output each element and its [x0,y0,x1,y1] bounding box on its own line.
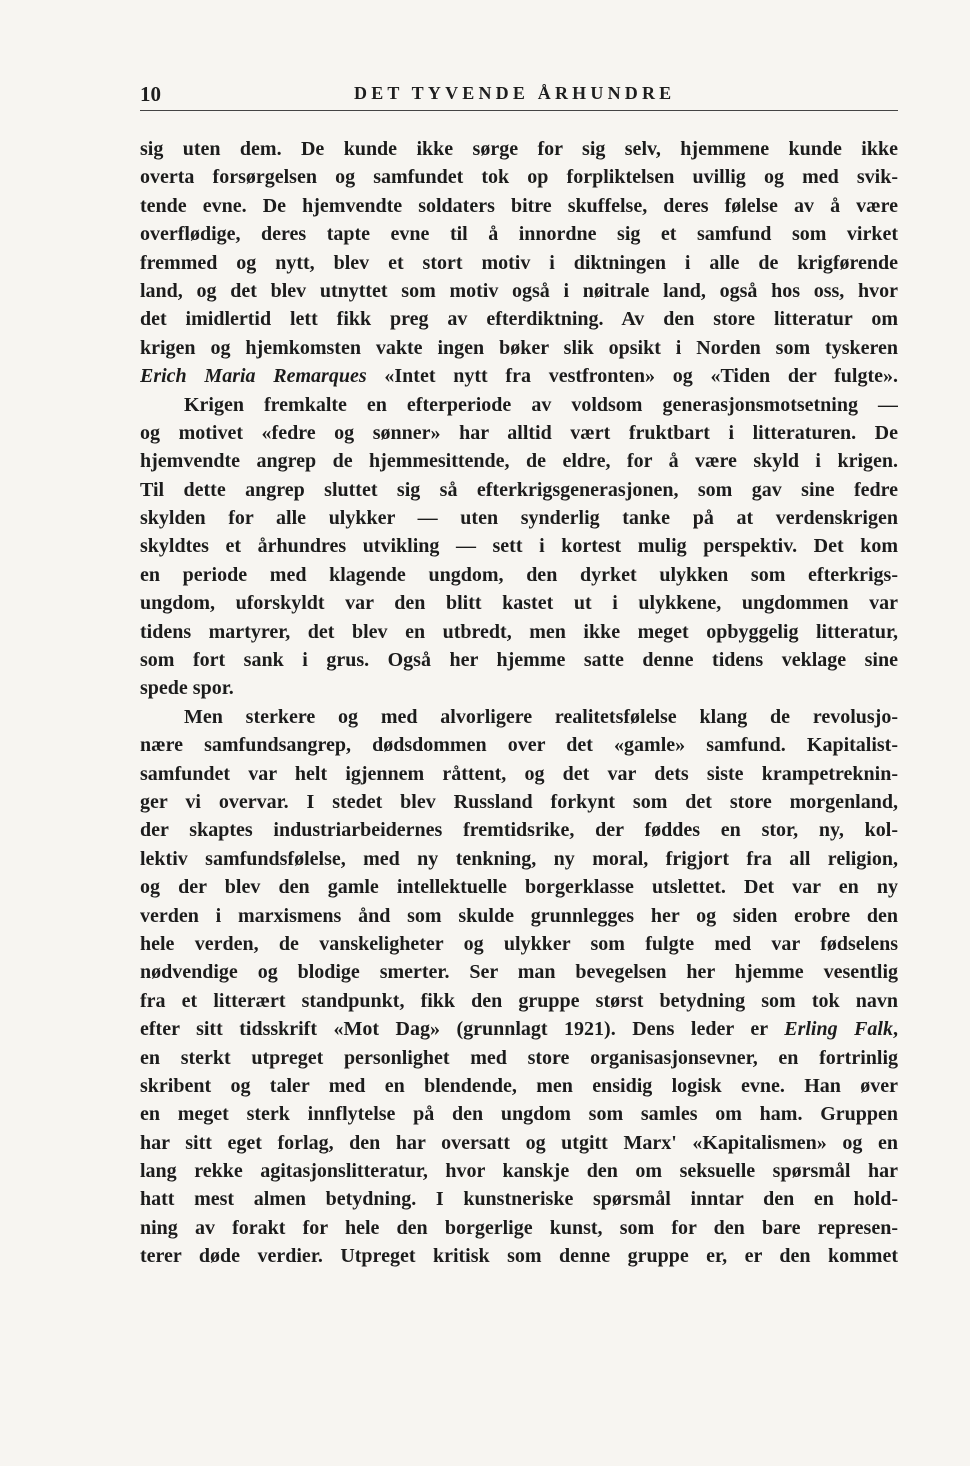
text-line: ning av forakt for hele den borgerlige kunst, som for den bare represen- [140,1216,898,1239]
text-line: lektiv samfundsfølelse, med ny tenkning, ny moral, frigjort fra all religion, [140,847,898,870]
text-segment: efter sitt tidsskrift «Mot Dag» (grunnlagt 1921). Dens leder er [140,1018,785,1041]
text-line: tidens martyrer, det blev en utbredt, men ikke meget opbyggelig litteratur, [140,620,898,643]
text-line: Men sterkere og med alvorligere realitetsfølelse klang de revolusjo- [184,705,898,728]
text-line: en periode med klagende ungdom, den dyrket ulykken som efterkrigs- [140,563,898,586]
text-line: skribent og taler med en blendende, men ensidig logisk evne. Han øver [140,1074,898,1097]
text-line: skylden for alle ulykker — uten synderlig tanke på at verdenskrigen [140,507,898,530]
text-line: ger vi overvar. I stedet blev Russland forkynt som det store morgenland, [140,790,898,813]
text-line: krigen og hjemkomsten vakte ingen bøker slik opsikt i Norden som tyskeren [140,336,898,359]
text-line: sig uten dem. De kunde ikke sørge for sig selv, hjemmene kunde ikke [140,138,898,160]
text-line: overta forsørgelsen og samfundet tok op forpliktelsen uvillig og med svik- [140,166,898,189]
text-line: Krigen fremkalte en efterperiode av voldsom generasjonsmotsetning — [184,393,898,416]
page-number: 10 [140,82,161,106]
text-line: fra et litterært standpunkt, fikk den gruppe størst betydning som tok navn [140,989,898,1012]
text-line: land, og det blev utnyttet som motiv også i nøitrale land, også hos oss, hvor [140,279,898,302]
text-line: overflødige, deres tapte evne til å innordne sig et samfund som virket [140,223,898,246]
text-segment: «Intet nytt fra vestfronten» og «Tiden der fulgte». [366,365,898,388]
text-line: hatt mest almen betydning. I kunstneriske spørsmål inntar den en hold- [140,1188,898,1211]
text-line: der skaptes industriarbeidernes fremtidsrike, der føddes en stor, ny, kol- [140,819,898,842]
text-line: spede spor. [140,677,234,700]
page-header [140,80,898,111]
text-line [140,362,898,390]
running-title: DET TYVENDE ÅRHUNDRE [354,83,676,103]
text-line: hjemvendte angrep de hjemmesittende, de eldre, for å være skyld i krigen. [140,450,898,473]
text-line: har sitt eget forlag, den har oversatt og utgitt Marx' «Kapitalismen» og en [140,1131,898,1154]
text-line: samfundet var helt igjennem råttent, og det var dets siste krampetreknin- [140,762,898,785]
text-line: nære samfundsangrep, dødsdommen over det «gamle» samfund. Kapitalist- [140,734,898,757]
text-line: lang rekke agitasjonslitteratur, hvor kanskje den om seksuelle spørsmål har [140,1160,898,1183]
text-line: en meget sterk innflytelse på den ungdom som samles om ham. Gruppen [140,1103,898,1126]
text-line [140,1015,898,1043]
text-line: det imidlertid lett fikk preg av efterdiktning. Av den store litteratur om [140,308,898,331]
text-line: verden i marxismens ånd som skulde grunnlegges her og siden erobre den [140,904,898,927]
italic-name: Erich Maria Remarques [140,365,367,388]
body-text [140,135,898,1271]
text-line: og der blev den gamle intellektuelle borgerklasse utslettet. Det var en ny [140,876,898,899]
text-line: fremmed og nytt, blev et stort motiv i diktningen i alle de krigførende [140,251,898,274]
text-line: tende evne. De hjemvendte soldaters bitre skuffelse, deres følelse av å være [140,194,898,217]
text-line: nødvendige og blodige smerter. Ser man bevegelsen her hjemme vesentlig [140,961,898,984]
text-line: som fort sank i grus. Også her hjemme satte denne tidens veklage sine [140,649,898,672]
text-line: skyldtes et århundres utvikling — sett i kortest mulig perspektiv. Det kom [140,535,898,558]
text-line: terer døde verdier. Utpreget kritisk som denne gruppe er, er den kommet [140,1245,898,1268]
text-segment: , [893,1018,898,1041]
text-line: en sterkt utpreget personlighet med store organisasjonsevner, en fortrinlig [140,1046,898,1069]
text-line: hele verden, de vanskeligheter og ulykker som fulgte med var fødselens [140,932,898,955]
italic-name: Erling Falk [784,1018,893,1041]
text-line: og motivet «fedre og sønner» har alltid vært fruktbart i litteraturen. De [140,421,898,444]
text-line: ungdom, uforskyldt var den blitt kastet ut i ulykkene, ungdommen var [140,592,898,615]
text-line: Til dette angrep sluttet sig så efterkrigsgenerasjonen, som gav sine fedre [140,478,898,501]
